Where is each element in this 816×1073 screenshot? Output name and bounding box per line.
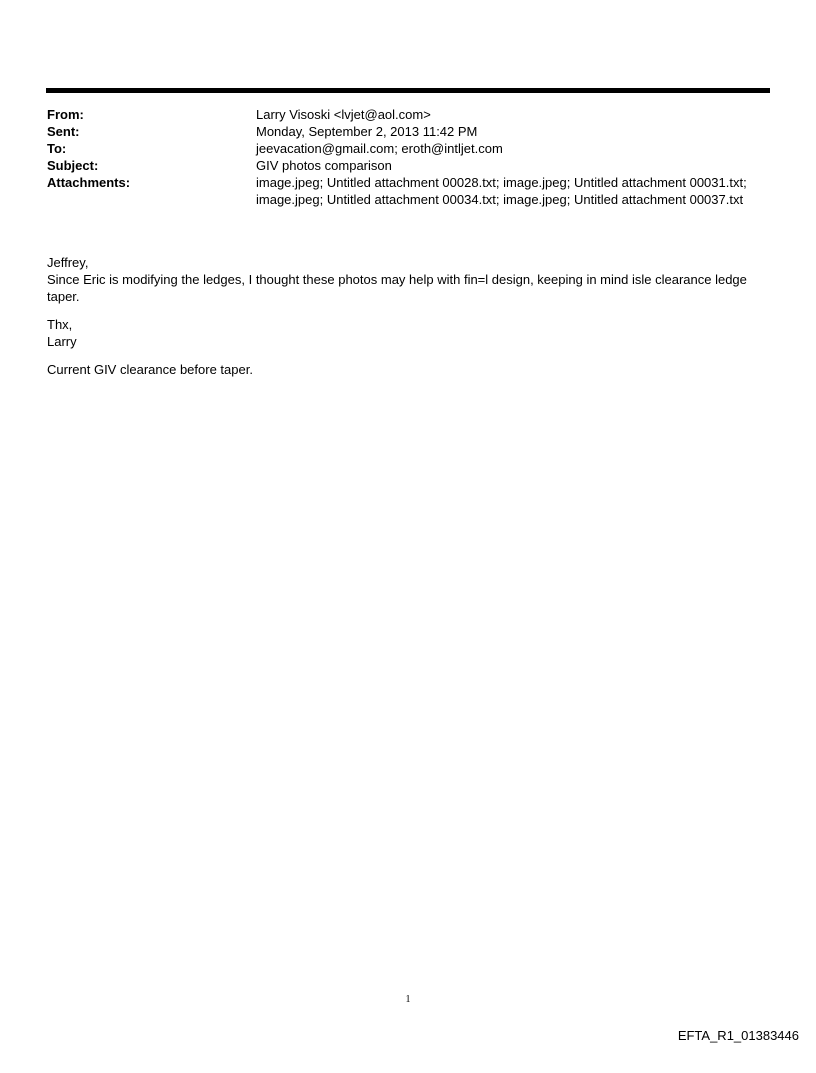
attachments-line-2: image.jpeg; Untitled attachment 00034.txt; image.jpeg; Untitled attachment 00037.txt <box>256 192 744 207</box>
attachments-label: Attachments: <box>47 175 131 190</box>
page-number: 1 <box>405 994 411 1005</box>
to-label: To: <box>47 141 67 156</box>
sent-row <box>47 123 769 140</box>
to-row <box>47 140 769 157</box>
from-row <box>47 106 769 123</box>
email-body <box>47 254 769 378</box>
attachments-value <box>256 174 769 208</box>
attachments-row <box>47 174 769 208</box>
signature: Larry <box>47 334 77 349</box>
sent-label: Sent: <box>47 124 80 139</box>
document-id: EFTA_R1_01383446 <box>677 1028 799 1043</box>
subject-label: Subject: <box>47 158 99 173</box>
photo-caption: Current GIV clearance before taper. <box>47 362 253 377</box>
to-value: jeevacation@gmail.com; eroth@intljet.com <box>256 141 503 156</box>
from-value: Larry Visoski <lvjet@aol.com> <box>256 107 431 122</box>
greeting: Jeffrey, <box>47 255 89 270</box>
signoff: Thx, <box>47 317 73 332</box>
subject-row <box>47 157 769 174</box>
subject-value: GIV photos comparison <box>256 158 392 173</box>
from-label: From: <box>47 107 84 122</box>
email-header-block <box>47 106 769 208</box>
header-divider <box>46 88 770 93</box>
body-paragraph: Since Eric is modifying the ledges, I thought these photos may help with fin=l design, keeping in mind isle clearance ledge taper. <box>47 272 747 304</box>
attachments-line-1: image.jpeg; Untitled attachment 00028.txt; image.jpeg; Untitled attachment 00031.txt; <box>256 175 747 190</box>
sent-value: Monday, September 2, 2013 11:42 PM <box>256 124 478 139</box>
